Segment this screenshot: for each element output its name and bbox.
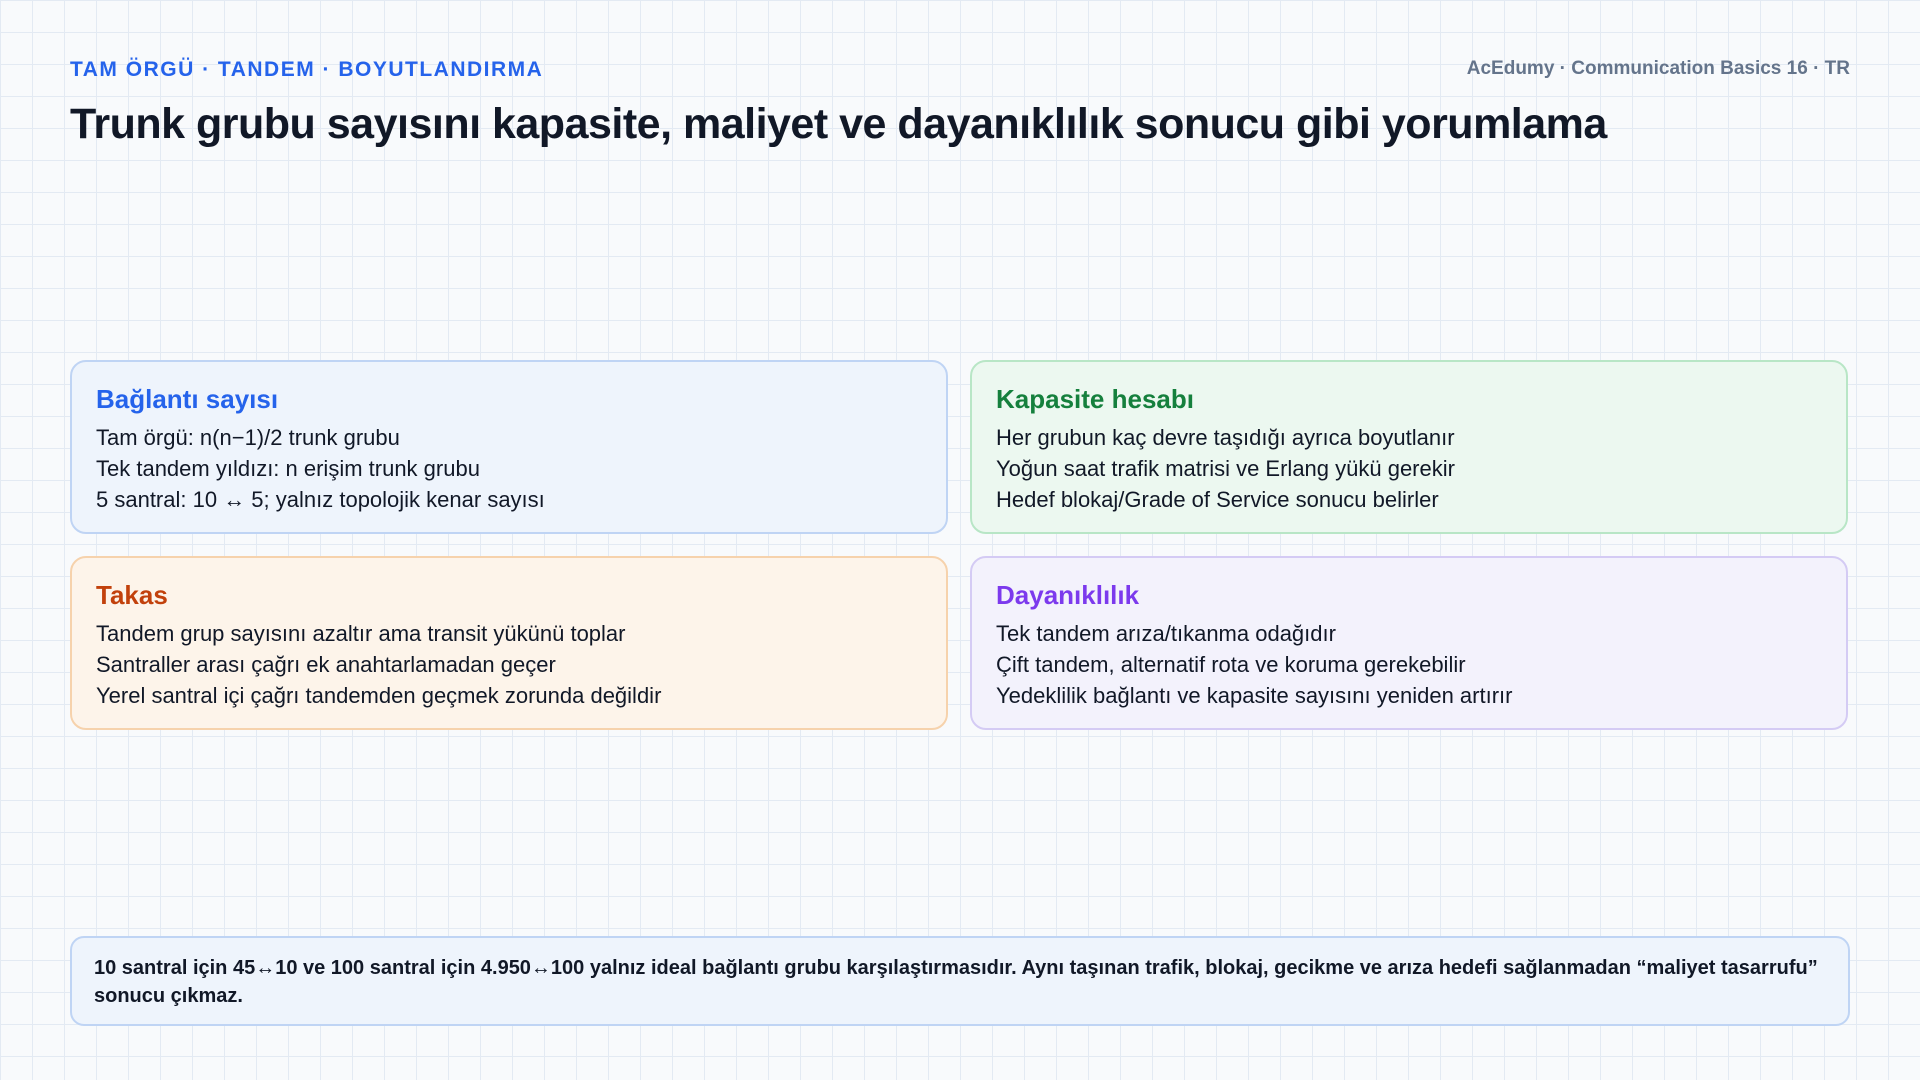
course-brand: AcEdumy · Communication Basics 16 · TR	[1466, 58, 1850, 79]
card-lines	[996, 422, 1822, 515]
card-title: Kapasite hesabı	[996, 384, 1194, 414]
card-line: Tek tandem yıldızı: n erişim trunk grubu	[96, 456, 480, 481]
card-line: Hedef blokaj/Grade of Service sonucu belirler	[996, 487, 1439, 512]
card-line: Yedeklilik bağlantı ve kapasite sayısını yeniden artırır	[996, 683, 1513, 708]
card-tradeoff	[70, 556, 948, 730]
card-title: Takas	[96, 580, 168, 610]
card-lines	[96, 618, 922, 711]
card-connection-count	[70, 360, 948, 534]
card-lines	[96, 422, 922, 515]
card-resilience	[970, 556, 1848, 730]
page-title: Trunk grubu sayısını kapasite, maliyet ve dayanıklılık sonucu gibi yorumlama	[70, 100, 1607, 148]
card-line: Yerel santral içi çağrı tandemden geçmek zorunda değildir	[96, 683, 662, 708]
card-line: Tek tandem arıza/tıkanma odağıdır	[996, 621, 1336, 646]
card-title: Dayanıklılık	[996, 580, 1140, 610]
card-line: 5 santral: 10 ↔ 5; yalnız topolojik kenar sayısı	[96, 487, 545, 512]
card-line: Tam örgü: n(n−1)/2 trunk grubu	[96, 425, 400, 450]
card-lines	[996, 618, 1822, 711]
card-line: Yoğun saat trafik matrisi ve Erlang yükü gerekir	[996, 456, 1455, 481]
summary-note: 10 santral için 45↔10 ve 100 santral için 4.950↔100 yalnız ideal bağlantı grubu karşılaştırmasıdır. Aynı taşınan trafik, blokaj, gecikme ve arıza hedefi sağlanmadan “maliyet tasarrufu” sonucu çıkmaz.	[70, 936, 1850, 1026]
card-line: Tandem grup sayısını azaltır ama transit yükünü toplar	[96, 621, 626, 646]
card-capacity-calculation	[970, 360, 1848, 534]
card-line: Çift tandem, alternatif rota ve koruma gerekebilir	[996, 652, 1466, 677]
kicker-label: TAM ÖRGÜ · TANDEM · BOYUTLANDIRMA	[70, 58, 544, 81]
card-title: Bağlantı sayısı	[96, 384, 279, 414]
card-line: Her grubun kaç devre taşıdığı ayrıca boyutlanır	[996, 425, 1455, 450]
card-line: Santraller arası çağrı ek anahtarlamadan geçer	[96, 652, 556, 677]
